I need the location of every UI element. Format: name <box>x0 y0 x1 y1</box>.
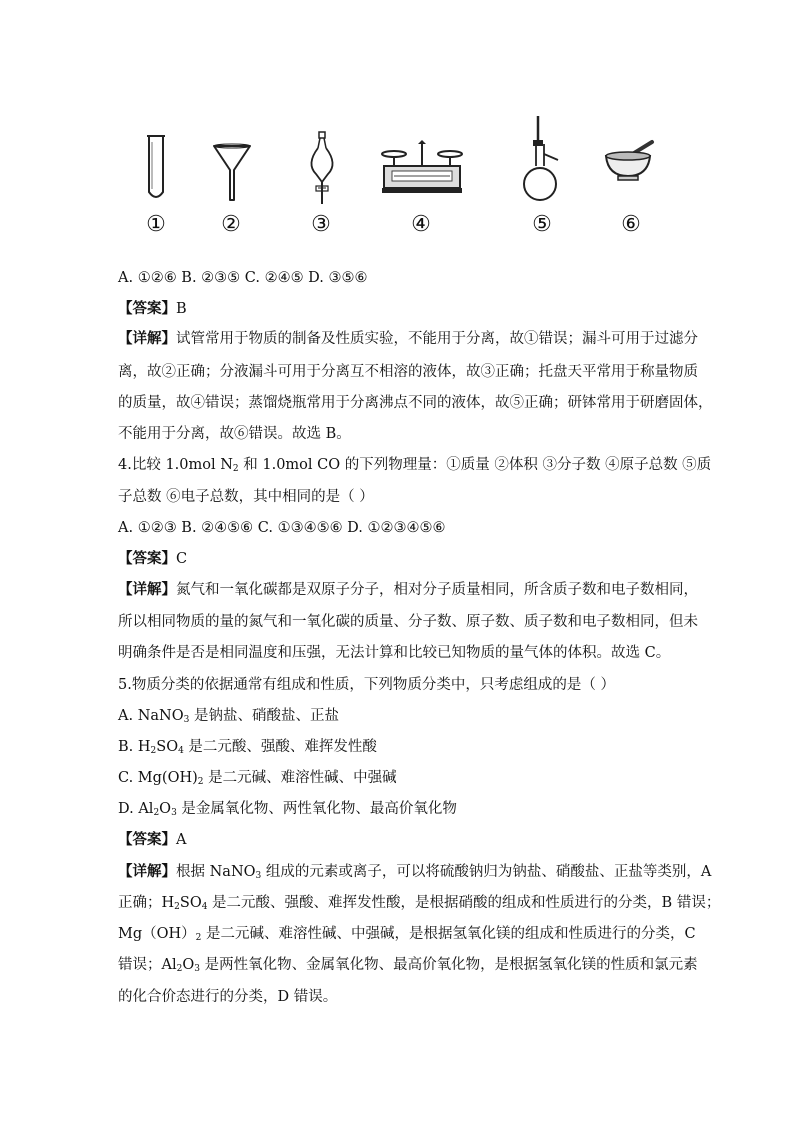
detail-text: O <box>182 957 195 973</box>
q4-stem <box>118 455 711 479</box>
apparatus-label-5: ⑤ <box>532 212 552 237</box>
detail-text: 氮气和一氧化碳都是双原子分子，相对分子质量相同，所含质子数和电子数相同， <box>176 582 698 598</box>
detail-tag: 【详解】 <box>118 581 176 598</box>
detail-text: 试管常用于物质的制备及性质实验，不能用于分离，故①错误；漏斗可用于过滤分 <box>176 331 698 347</box>
option-text: D. Al <box>118 801 154 817</box>
detail-text: 正确；H <box>118 895 175 911</box>
q5-option-c <box>118 768 397 792</box>
subscript: 2 <box>195 933 202 943</box>
q3-detail-line: 的质量，故④错误；蒸馏烧瓶常用于分离沸点不同的液体，故⑤正确；研钵常用于研磨固体， <box>118 395 713 411</box>
answer-value: B <box>176 301 187 317</box>
balance-icon <box>380 140 464 200</box>
subscript: 2 <box>174 902 180 912</box>
q4-stem-line2: 子总数 ⑥电子总数，其中相同的是（ ） <box>118 489 374 505</box>
subscript: 2 <box>176 964 183 974</box>
option-text: 是钠盐、硝酸盐、正盐 <box>189 708 339 724</box>
option-text: B. H <box>118 739 151 755</box>
q5-option-d <box>118 799 457 823</box>
q4-detail-line <box>118 580 698 600</box>
apparatus-label-2: ② <box>221 212 241 237</box>
separatory-funnel-icon <box>302 130 342 210</box>
detail-text: 根据 NaNO <box>176 864 256 880</box>
q5-stem: 5.物质分类的依据通常有组成和性质，下列物质分类中，只考虑组成的是（ ） <box>118 677 615 693</box>
q5-option-b <box>118 737 377 761</box>
q4-detail-line: 明确条件是否是相同温度和压强，无法计算和比较已知物质的量气体的体积。故选 C。 <box>118 645 671 661</box>
subscript: 2 <box>150 746 157 756</box>
detail-tag: 【详解】 <box>118 330 176 347</box>
q3-detail-line: 不能用于分离，故⑥错误。故选 B。 <box>118 426 351 442</box>
subscript: 3 <box>255 871 262 881</box>
q5-detail-line <box>118 955 698 979</box>
apparatus-label-3: ③ <box>311 212 331 237</box>
q5-detail-line <box>118 924 696 948</box>
q4-detail-line: 所以相同物质的量的氮气和一氧化碳的质量、分子数、原子数、质子数和电子数相同，但未 <box>118 614 698 630</box>
detail-tag: 【详解】 <box>118 863 176 880</box>
q5-answer <box>118 830 186 850</box>
option-text: O <box>159 801 172 817</box>
mortar-pestle-icon <box>600 136 660 186</box>
detail-text: SO <box>179 895 202 911</box>
q4-answer <box>118 549 187 569</box>
answer-tag: 【答案】 <box>118 831 176 848</box>
q3-detail-line <box>118 329 698 349</box>
q4-stem-text: 和 1.0mol CO 的下列物理量：①质量 ②体积 ③分子数 ④原子总数 ⑤质 <box>238 457 712 473</box>
subscript: 3 <box>194 964 200 974</box>
q3-answer <box>118 299 187 319</box>
option-text: 是金属氧化物、两性氧化物、最高价氧化物 <box>176 801 457 817</box>
option-text: 是二元酸、强酸、难挥发性酸 <box>183 739 377 755</box>
detail-text: 是二元碱、难溶性碱、中强碱，是根据氢氧化镁的组成和性质进行的分类，C <box>201 926 696 942</box>
option-text: C. Mg(OH) <box>118 770 198 786</box>
detail-text: 组成的元素或离子，可以将硫酸钠归为钠盐、硝酸盐、正盐等类别，A <box>261 864 712 880</box>
detail-text: Mg（OH） <box>118 926 196 942</box>
detail-text: 是两性氧化物、金属氧化物、最高价氧化物，是根据氢氧化镁的性质和氯元素 <box>199 957 698 973</box>
answer-value: C <box>176 551 188 567</box>
subscript: 3 <box>183 715 190 725</box>
q5-option-a <box>118 706 339 730</box>
answer-tag: 【答案】 <box>118 300 176 317</box>
apparatus-label-4: ④ <box>411 212 431 237</box>
funnel-icon <box>210 142 254 204</box>
q5-detail-line <box>118 862 711 886</box>
test-tube-icon <box>136 134 176 204</box>
subscript: 2 <box>153 808 160 818</box>
subscript: 3 <box>171 808 177 818</box>
apparatus-label-6: ⑥ <box>621 212 641 237</box>
answer-value: A <box>176 832 187 848</box>
detail-text: 错误；Al <box>118 957 177 973</box>
subscript: 2 <box>197 777 204 787</box>
q5-detail-line <box>118 893 720 917</box>
option-text: 是二元碱、难溶性碱、中强碱 <box>203 770 397 786</box>
option-text: A. NaNO <box>118 708 184 724</box>
distillation-flask-icon <box>514 114 564 206</box>
option-text: SO <box>156 739 179 755</box>
subscript: 4 <box>178 746 184 756</box>
apparatus-figure <box>0 112 794 247</box>
detail-text: 是二元酸、强酸、难挥发性酸，是根据硝酸的组成和性质进行的分类，B 错误； <box>207 895 721 911</box>
q3-options: A. ①②⑥ B. ②③⑤ C. ②④⑤ D. ③⑤⑥ <box>118 270 368 286</box>
q4-stem-text: 4.比较 1.0mol N <box>118 457 233 473</box>
q4-options: A. ①②③ B. ②④⑤⑥ C. ①③④⑤⑥ D. ①②③④⑤⑥ <box>118 520 446 536</box>
q3-detail-line: 离，故②正确；分液漏斗可用于分离互不相溶的液体，故③正确；托盘天平常用于称量物质 <box>118 364 698 380</box>
q5-detail-line: 的化合价态进行的分类，D 错误。 <box>118 989 338 1005</box>
subscript: 2 <box>232 464 239 474</box>
apparatus-label-1: ① <box>146 212 166 237</box>
answer-tag: 【答案】 <box>118 550 176 567</box>
subscript: 4 <box>201 902 208 912</box>
